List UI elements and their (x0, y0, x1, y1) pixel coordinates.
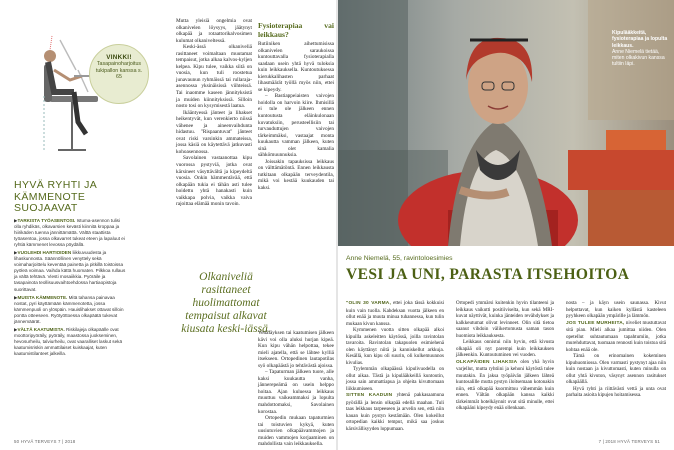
paragraph: Tämä on erinomainen kokeminen kipuhuomiossa. Olen varmasti pystynyt ajaa niin kuin nostaan ja kivuttomasti, kuten minulla on ollut yhtä kivuton, väsynyt asennon rasitukset olkapäällä. (566, 353, 666, 385)
tip-circle (89, 44, 149, 104)
pull-quote: Olkaniveliä rasittaneet huolimattomat tempaisut alkavat kiusata keski-iässä. (181, 271, 271, 335)
sidebar-title: HYVÄ RYHTI JA KÄMMENOTE SUOJAAVAT (14, 179, 97, 214)
paragraph: – Tapaturman jälkeen tuore, alle kaksi kuukautta vanha, jännerepeämä on usein helppo hoitaa. Ajan kuluessa leikkaus muuttuu vaikeammaksi ja lopulta mahdottomaksi, Savolainen korostaa. (258, 369, 334, 415)
sidebar-item: ▶VÄLTÄ KAATUMISTA. Riskilajeja olkapäälle ovat moottoripyöräily, pyöräily, maastossa juokseminen, hevosurheilu, talviurheilu, ovat vaaralliset laskut sekä kaatumisriskin ammattilaiset kuiskaajat, kuten kaatumistilanteet jalkeilla. (14, 326, 123, 356)
article-column-3 (566, 300, 666, 399)
photo-caption-bold: Kipulääkkeitä, fysioterapiaa ja lopulta leikkaus. (612, 30, 668, 49)
body-column-a (176, 18, 252, 208)
paragraph: Joissakin tapauksissa leikkaus on välttämätöntä. Ennen leikkausta tutkitaan olkapään terveydentila, mikä voi kestää kuukauden tai kaksi. (258, 158, 334, 192)
paragraph: Savolainen vastaanottaa kipu vuorossa pystyviä, jotka ovat kärsineet väsyttävältä ja kipeydeltä vuosia. Onkin hämmentävää, että olkapään tukia ei tähän asti tulee hoidettu yhtä hanakasti kuin vaikkapa polvia, vaikka vaiva rajoittaa elämää monin tavoin. (176, 155, 252, 208)
paragraph: Leikkaus onnistui niin hyvin, että kivusta olkapää oli nyt parempi kuin leikkauksen jälkeenkin. Kuntoutuminen vei vuoden. (456, 339, 554, 358)
left-page (0, 0, 336, 450)
paragraph: Keski-ässä olkaniveliä rasittaneet voimaltaan muutamat tempaisut, jotka alkaa kalvos-kyljen kelpea. Kipu tulee, vaikka siitä on vuosia, kun tuli roostetua junavaunun ryhmäissä tai rullaraja-asennossa yksinäisissä viihteissä. Tai inaomme kaseen jännityksistä ja muiden kiinnityksissä. Silloin nosto tosi on kysymisestä laatua. (176, 44, 252, 110)
paragraph: Tyylemmän olkapäässä kipulivuodella on ollut aikaa. Tästä ja kipulääkkeillä kuntoutin, jossa sain ammattiapua ja ohjeita kivuttomaan liikkumiseen. (346, 366, 444, 392)
article-column-2 (456, 300, 554, 412)
paragraph: Ortopedin mukaan tapaturmien tai toistuvien kykyä, kuten uusiutuvien olkapäävammojen ja muiden vammojen korjaaminen on mahdollista vain leikkauksella. (258, 415, 334, 448)
paragraph: JOS TULEE MURHEITA, niveliet mustuttavat sitä pian. Mieli alkaa jumittaa niiden. Olen opetellut suhtautumaan tapahtumiin, jotka murehduttavat, tuomaan rennosti kuin toistoa sitä kohtaa enää ole. (566, 319, 666, 353)
sidebar-item: ▶MUISTA KÄMMENOTE. Mitä tahansa painavaa nostat, pyri käyttämään kämmenotetta, jossa kämmenpuoli on ylöspäin. Hauislihakset ottavat silloin pontta otteeseen. Ryötyöttoessa olkapäätä tukevat jännemäärät. (14, 294, 124, 324)
sidebar-item: ▶VUOLEHDI HARTIOIDEN liikkuvuudesta ja lihaskunnosta. Säännöllinen venyttely sekä voimaharjoittelu keventää painetta ja pitkillä toistoissa pyöleä voimaa. Vaihda kättä huomaten. Pilkkoa rullaus ja vältä tehtävä. Viesti mosaiikkia. Pyöräile ja tasapainota teollisuusvaihtoehdossa hartiaopistoja suorittavat. (14, 250, 126, 292)
sidebar-item: ▶TARKISTA TYÖASENTOSI. Istuma-asennon tulisi olla ryhdikäs, olkavarsien kevästi kiinnitä kroppaa ja hiirikäden tuenna jännittämättä. Välttä staattista työasentoa, jossa olkavarret tukeat eteen ja lapaluut ei ryhtiä kämmenet levossa pöydällä. (14, 218, 125, 248)
paragraph: Ikääntyessä jänteet ja lihakset heikentyvät, kun verenkierto niissä vähenee ja aineenvaihdunta hidastuu. "Rispaantuvat" jänteet ovat riski varsinkin ammateissa, jossa käsiä on käytettävä jatkuvasti kohoasennossa. (176, 109, 252, 155)
paragraph: Ortopedi ymmärsi kuitenkin hyvin tilanteeni ja leikkaus vaikutti positiiviselta, kun sekä MRI-kuvat näyttivät, kuinka jänteiden revähdykset ja kalkkeutumat olivat levinneet. Olin sitä tietoa saanut vihdoin välikertomusta saman tason huomiota leikkauksesta. (456, 300, 554, 339)
article-headline: VESI JA UNI, PARASTA ITSEHOITOA (346, 266, 630, 283)
page-folio-left: 50 HYVÄ TERVEYS 7 | 2018 (14, 439, 76, 444)
article-column-1 (346, 300, 444, 432)
subheading: Fysioterapiaa vai leikkaus? (258, 21, 334, 39)
tip-text: Tasapainoharjoitus tukipallon kanssa s. 65 (95, 61, 143, 80)
right-page (338, 0, 674, 450)
paragraph: Hyvä ryhti ja riittävästi vettä ja unta ovat parhaita asioita kipujen hoitamisessa. (566, 385, 666, 398)
paragraph: OLKAPÄIDEN LIHAKSIA olen yhä hyvin varjellut, mutta ryhtiini ja kehoni käytöstä tulee muutakin. En jaksa työpäivän jälkeen lähteä kuntosalille mutta pystyn iloitsemaan kotonakin niin, että olkapää kuormittuu vähemmän kuin ennen. Vältän olkapään kanssa kaikki tärkeimmät hotelkäynnit ovat sitä minulle, ettei olkapääni kipeydy enää ollenkaan. (456, 358, 555, 411)
paragraph: Venäläyksen tai kaatumisen jälkeen kävi voi olla aluksi hurjan kipeä. Kun kipu vähän helpottaa, tekee mieli ajatella, että se lähtee kylliä itsekseen. Ortopedinen lautapotilas syö olkapäästä jo tehtävästä ajoissa. (258, 330, 334, 369)
paragraph: – Bastiappeiaisten vaivojen hoidolla on harvoin kiire. Ihmisillä ei tule ole jälkeen ennen kuntoutusta eläinkulonaan kuvatuksiin, perusteellisiin tai turvauduttujen vaivojen tärkeimmäksi, vastaajat monta kuukautta vamman jälkeen, kuten sinä olet kamalia sähkömuunnuksia. (258, 93, 334, 159)
body-column-b-bottom (258, 330, 334, 448)
article-kicker: Anne Niemelä, 55, ravintoloesimies (346, 255, 453, 262)
paragraph: Rutiiniken aihettumisissa olkanivelen saraukoissa kuntouttavalla fysioterapialla saadaan usein yhtä hyvä tuloksia kuin leikkauksella. Kuntoutuksessa kierukkalihasten parhaat lihasmäärät työllä myös niin, ettei se kipeydy. (258, 41, 334, 93)
paragraph: SITTEN KAADUIN yhtenä pakkasaamuna pyörällä ja lensin olkapää edellä maahan. Tuli taas leikkaus tarpeeseen ja arvelin sen, että niin kauan kuin pystyn kestämään. Olen kokeillut ortopedian kaikki temput, mikä saa joskus kärsivällisyyden loppumaan. (346, 392, 444, 432)
photo-caption-text: Anne Niemelä tietää, miten olkakivun kanssa tultiin läpi. (612, 48, 665, 68)
paragraph: "OLIN 30 VARMA, ettei joka tässä kokkuisi kuin vain tuolla. Kahdeksan vuotta jälkeen en ollut enää ja muuta minua tuhannessa, kun tulin mukaan kivun kanssa. (346, 300, 444, 327)
paragraph: Kymmenen vuotta sitten olkapää alkoi kipuilla askeleitten käytössä, joilla ravintolan tavaroita. Ravintolan takapuolen esimiehenä olen käyttänyt niitä ja kanniskellut arkkuja. Kesällä, kun kipu oli suurin, oli kulkemuunnos kivulias. (346, 327, 444, 366)
body-column-b (258, 18, 334, 192)
tip-label: VINKKI! (106, 54, 132, 61)
sidebar-list (14, 218, 128, 359)
photo-caption (612, 30, 672, 68)
page-folio-right: 7 | 2018 HYVÄ TERVEYS 51 (598, 439, 660, 444)
paragraph: nosta – ja käyn usein saunassa. Kivut helpottavat, kun kaiken kyllästä kasteleen pyyhkeen olkapään ympärille ja lämmön. (566, 300, 666, 319)
paragraph: Mutta yleisiä ongelmia ovat olkanivelen löysyys, jäätynyt olkapää ja rotaattorikalvosimen kulumat olkaniveltessä. (176, 18, 252, 44)
